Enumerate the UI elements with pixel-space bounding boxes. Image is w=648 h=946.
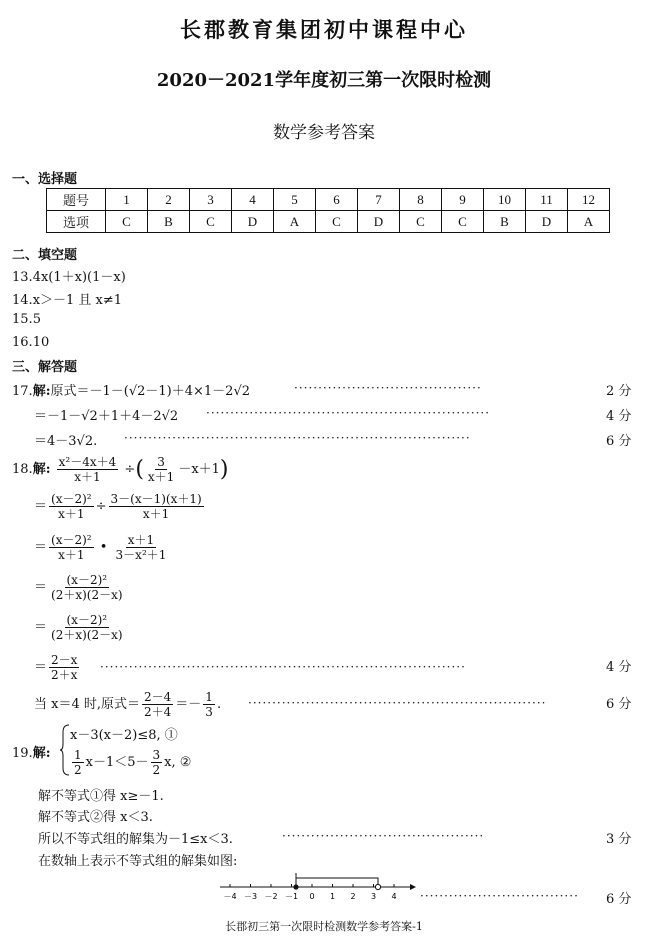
axis-tick-label: 0	[309, 892, 315, 901]
score: 4 分	[606, 660, 632, 675]
number-line	[218, 868, 418, 902]
fraction: $\frac{2-x}{2+x}$	[51, 653, 78, 682]
score: 2 分	[606, 384, 632, 399]
q19-line-2: 解不等式②得 x＜3.	[38, 810, 153, 825]
question-number: 18.	[12, 462, 33, 477]
dot-leader: ······························································	[248, 696, 547, 710]
q18-line-1	[12, 455, 229, 484]
table-row	[47, 189, 610, 211]
q18-line-5	[34, 613, 127, 642]
formula: x－1＜5－	[85, 755, 149, 770]
table-row	[47, 211, 610, 233]
fraction: $\frac{\text{x²－4x＋4}}{x+1}$	[58, 455, 117, 484]
subject-title: 数学参考答案	[273, 123, 375, 143]
table-cell: C	[190, 211, 232, 233]
score: 6 分	[606, 434, 632, 449]
table-cell: 10	[484, 189, 526, 211]
operator: ＝	[34, 540, 48, 555]
section-fill-title: 二、填空题	[12, 248, 78, 263]
fraction: $\frac{2-4}{2+4}$	[144, 690, 172, 719]
table-cell: 3	[190, 189, 232, 211]
answer-text: 10	[32, 335, 50, 350]
page-footer: 长郡初三第一次限时检测数学参考答案-1	[225, 920, 423, 933]
operator: ＝	[34, 580, 48, 595]
fraction: $\frac{3}{2}$	[152, 748, 161, 777]
table-header-cell: 选项	[47, 211, 106, 233]
question-number: 16.	[12, 335, 33, 350]
q17-line-2: ＝－1－√2＋1＋4－2√2	[34, 409, 179, 424]
table-cell: C	[400, 211, 442, 233]
answer-text: 4x(1＋x)(1－x)	[32, 270, 126, 285]
operator: ＝－	[175, 697, 202, 712]
formula: .	[216, 697, 222, 712]
dot-leader: ············································································	[100, 660, 466, 674]
question-number: 13.	[12, 270, 33, 285]
table-cell: A	[274, 211, 316, 233]
question-number: 19.	[12, 746, 33, 761]
dot-leader: ·······································	[294, 381, 482, 395]
q17-line-3: ＝4－3√2.	[34, 434, 98, 449]
dot-leader: ········································································	[124, 431, 471, 445]
axis-tick-label: 4	[391, 892, 397, 901]
axis-tick-label: －1	[284, 892, 299, 901]
axis-tick-label: －2	[264, 892, 278, 901]
org-title: 长郡教育集团初中课程中心	[180, 17, 468, 42]
axis-arrow	[410, 884, 416, 890]
table-cell: 7	[358, 189, 400, 211]
axis-tick-label: 2	[350, 892, 356, 901]
table-cell: 11	[526, 189, 568, 211]
fraction: $\frac{\text{(x－2)²}}{(2+x)(2-x)}$	[51, 613, 123, 642]
answer-table	[46, 188, 610, 233]
answer-text: x＞－1 且 x≠1	[32, 293, 123, 308]
table-cell: D	[232, 211, 274, 233]
inequality-1: x－3(x－2)≤8, ①	[70, 728, 178, 743]
table-cell: C	[106, 211, 148, 233]
q19-label	[12, 742, 51, 761]
fraction: $\frac{1}{2}$	[74, 748, 82, 777]
system-brace	[60, 724, 70, 776]
solution-label: 解:	[32, 462, 51, 477]
q19-line-4: 在数轴上表示不等式组的解集如图:	[38, 854, 238, 869]
section-solve-title: 三、解答题	[12, 360, 78, 375]
table-cell: C	[316, 211, 358, 233]
q19-line-3: 所以不等式组的解集为－1≤x＜3.	[38, 832, 233, 847]
table-cell: B	[148, 211, 190, 233]
q17-line-1	[12, 380, 250, 399]
score: 4 分	[606, 409, 632, 424]
dot-leader: ·································	[420, 889, 579, 903]
q18-line-4	[34, 573, 127, 602]
solution-label: 解:	[32, 746, 51, 761]
table-cell: D	[358, 211, 400, 233]
q18-line-2	[34, 492, 206, 521]
fill-answer-13	[12, 266, 126, 285]
question-number: 17.	[12, 384, 33, 399]
table-cell: 12	[568, 189, 610, 211]
paren: )	[219, 457, 229, 482]
fill-answer-16	[12, 335, 49, 350]
fill-answer-14	[12, 289, 122, 308]
score: 3 分	[606, 832, 632, 847]
operator: ＝	[34, 660, 48, 675]
fraction: $\frac{\text{(x－2)²}}{(2+x)(2-x)}$	[51, 573, 123, 602]
table-cell: A	[568, 211, 610, 233]
axis-tick-label: 1	[329, 892, 336, 901]
axis-tick-label: －4	[223, 892, 237, 901]
q18-line-6	[34, 653, 81, 682]
table-header-cell: 题号	[47, 189, 106, 211]
formula: 原式＝－1－(√2－1)＋4×1－2√2	[50, 384, 251, 399]
operator: ＝	[34, 620, 48, 635]
dot-leader: ···························································	[206, 406, 491, 420]
table-cell: 8	[400, 189, 442, 211]
q18-line-3	[34, 533, 170, 562]
table-cell: 5	[274, 189, 316, 211]
table-cell: 2	[148, 189, 190, 211]
operator: •	[99, 540, 108, 555]
table-cell: 9	[442, 189, 484, 211]
formula: －x＋1	[178, 462, 220, 477]
inequality-2	[70, 748, 191, 777]
table-cell: 1	[106, 189, 148, 211]
fraction: $\frac{\text{(x－2)²}}{x+1}$	[51, 533, 92, 562]
formula: x, ②	[164, 755, 192, 770]
question-number: 15.	[12, 312, 33, 327]
score: 6 分	[606, 892, 632, 907]
axis-tick-label: －3	[243, 892, 258, 901]
score: 6 分	[606, 697, 632, 712]
fraction: $\frac{3-(x-1)(x+1)}{x+1}$	[110, 492, 202, 521]
q19-line-1: 解不等式①得 x≥－1.	[38, 789, 164, 804]
question-number: 14.	[12, 293, 33, 308]
fraction: $\frac{x+1}{\text{3－x²＋1}}$	[115, 533, 167, 562]
section-choice-title: 一、选择题	[12, 172, 78, 187]
fill-answer-15	[12, 312, 41, 327]
table-cell: 6	[316, 189, 358, 211]
operator: ÷	[124, 462, 136, 477]
exam-title: 2020－2021学年度初三第一次限时检测	[156, 70, 492, 91]
table-cell: C	[442, 211, 484, 233]
formula: 当 x＝4 时,原式＝	[34, 697, 140, 712]
closed-point	[293, 884, 298, 889]
table-cell: B	[484, 211, 526, 233]
axis-tick-label: 3	[370, 892, 377, 901]
dot-leader: ··········································	[282, 829, 485, 843]
fraction: $\frac{\text{(x－2)²}}{x+1}$	[51, 492, 92, 521]
solution-range	[296, 878, 378, 887]
open-point	[375, 884, 380, 889]
solution-label: 解:	[32, 384, 51, 399]
table-cell: D	[526, 211, 568, 233]
table-cell: 4	[232, 189, 274, 211]
operator: ÷	[95, 499, 107, 514]
fraction: $\frac{3}{x+1}$	[147, 455, 175, 484]
operator: ＝	[34, 499, 48, 514]
paren: (	[135, 457, 144, 482]
q18-line-7	[34, 690, 221, 719]
answer-text: 5	[32, 312, 41, 327]
fraction: $\frac{1}{3}$	[205, 690, 213, 719]
